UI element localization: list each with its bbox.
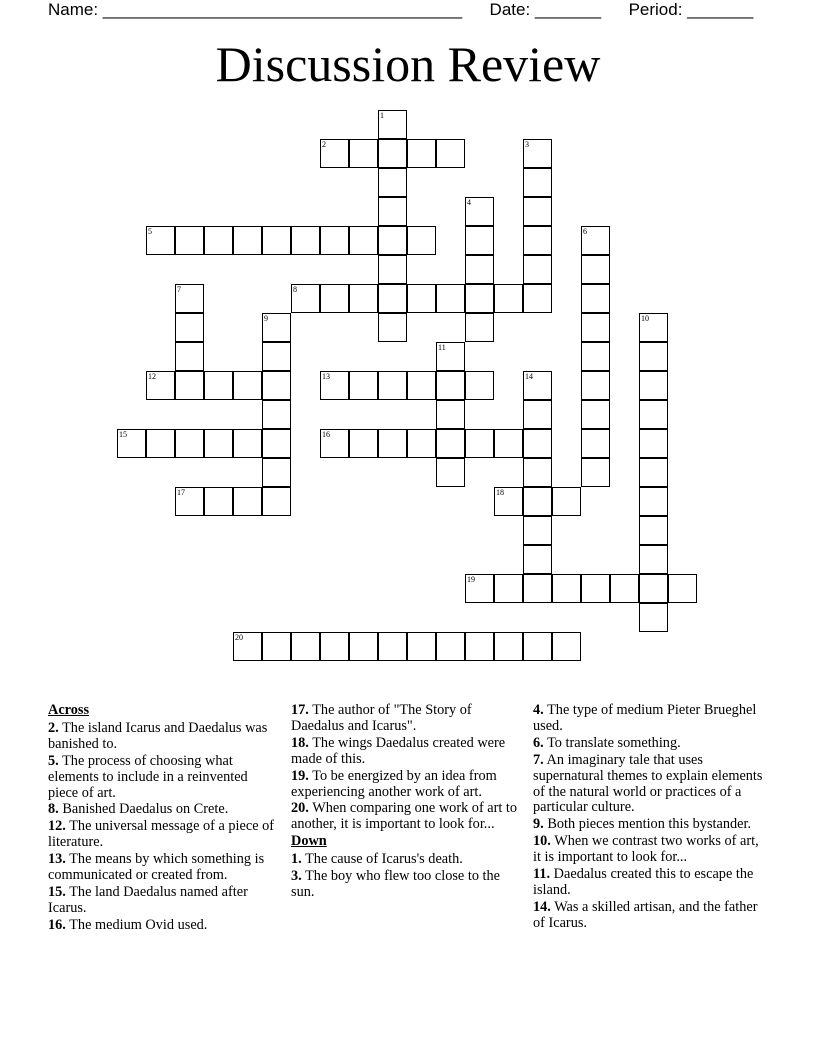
grid-cell[interactable] — [378, 255, 407, 284]
clue-number: 1. — [291, 851, 302, 868]
grid-cell[interactable] — [639, 342, 668, 371]
grid-cell[interactable] — [523, 226, 552, 255]
clue-item — [533, 900, 763, 932]
grid-cell[interactable] — [378, 632, 407, 661]
grid-cell[interactable] — [320, 226, 349, 255]
down-clue-list — [291, 852, 523, 901]
grid-cell[interactable] — [204, 371, 233, 400]
grid-cell[interactable] — [494, 429, 523, 458]
grid-cell[interactable] — [378, 284, 407, 313]
clue-text: The wings Daedalus created were made of this. — [291, 734, 506, 767]
grid-cell[interactable] — [378, 168, 407, 197]
grid-cell[interactable] — [436, 139, 465, 168]
grid-cell[interactable] — [262, 632, 291, 661]
clue-text: To be energized by an idea from experiencing another work of art. — [291, 767, 497, 800]
grid-cell[interactable] — [581, 458, 610, 487]
clue-text: An imaginary tale that uses supernatural themes to explain elements of the natural world or practices of a particular culture. — [533, 751, 763, 816]
clue-number: 5. — [48, 752, 59, 769]
clue-number: 5 — [148, 227, 152, 236]
grid-cell[interactable] — [465, 632, 494, 661]
grid-cell-2[interactable] — [320, 139, 349, 168]
grid-cell[interactable] — [523, 429, 552, 458]
grid-cell[interactable] — [262, 487, 291, 516]
grid-cell[interactable] — [407, 429, 436, 458]
clue-item — [291, 769, 523, 801]
grid-cell[interactable] — [639, 487, 668, 516]
grid-cell[interactable] — [233, 226, 262, 255]
grid-cell[interactable] — [465, 284, 494, 313]
grid-cell[interactable] — [407, 226, 436, 255]
clue-item — [291, 801, 523, 833]
clue-number: 16 — [322, 430, 330, 439]
clues-column-1 — [48, 703, 278, 935]
grid-cell[interactable] — [465, 226, 494, 255]
grid-cell[interactable] — [320, 632, 349, 661]
grid-cell[interactable] — [262, 342, 291, 371]
grid-cell[interactable] — [349, 371, 378, 400]
clue-number: 3. — [291, 868, 302, 885]
clue-text: Banished Daedalus on Crete. — [62, 801, 229, 818]
grid-cell[interactable] — [639, 400, 668, 429]
grid-cell[interactable] — [552, 487, 581, 516]
clue-item — [291, 736, 523, 768]
grid-cell[interactable] — [523, 545, 552, 574]
grid-cell[interactable] — [378, 197, 407, 226]
clue-number: 9. — [533, 816, 544, 833]
clue-item — [48, 721, 278, 753]
grid-cell-7[interactable] — [175, 284, 204, 313]
grid-cell[interactable] — [610, 574, 639, 603]
grid-cell-4[interactable] — [465, 197, 494, 226]
clue-number: 13 — [322, 372, 330, 381]
grid-cell[interactable] — [349, 226, 378, 255]
grid-cell[interactable] — [262, 400, 291, 429]
clue-number: 16. — [48, 916, 66, 933]
grid-cell[interactable] — [262, 429, 291, 458]
clues-column-3 — [533, 703, 763, 933]
clue-item — [48, 754, 278, 802]
clue-item — [533, 817, 763, 833]
grid-cell[interactable] — [523, 197, 552, 226]
clue-number: 15 — [119, 430, 127, 439]
clue-number: 12 — [148, 372, 156, 381]
grid-cell[interactable] — [436, 632, 465, 661]
clue-number: 8. — [48, 801, 59, 818]
clue-number: 17 — [177, 488, 185, 497]
grid-cell[interactable] — [436, 284, 465, 313]
clue-number: 18 — [496, 488, 504, 497]
clues-column-2 — [291, 703, 523, 902]
grid-cell-15[interactable] — [117, 429, 146, 458]
grid-cell[interactable] — [523, 168, 552, 197]
clue-number: 8 — [293, 285, 297, 294]
clue-number: 15. — [48, 883, 66, 900]
across-clue-list-continued — [291, 703, 523, 833]
grid-cell[interactable] — [262, 226, 291, 255]
clue-number: 4. — [533, 702, 544, 718]
period-field[interactable]: Period: _______ — [628, 0, 754, 19]
grid-cell[interactable] — [262, 458, 291, 487]
grid-cell-8[interactable] — [291, 284, 320, 313]
clue-number: 10 — [641, 314, 649, 323]
clue-item — [291, 703, 523, 735]
clue-text: Daedalus created this to escape the island. — [533, 866, 754, 898]
grid-cell[interactable] — [465, 255, 494, 284]
clue-item — [533, 736, 763, 752]
grid-cell[interactable] — [581, 255, 610, 284]
grid-cell[interactable] — [175, 313, 204, 342]
clue-item — [48, 802, 278, 818]
clue-number: 11. — [533, 866, 551, 883]
grid-cell[interactable] — [581, 371, 610, 400]
grid-cell[interactable] — [494, 284, 523, 313]
page-title: Discussion Review — [215, 36, 601, 92]
grid-cell[interactable] — [407, 371, 436, 400]
grid-cell[interactable] — [639, 371, 668, 400]
clue-item — [533, 753, 763, 817]
clue-item — [48, 885, 278, 917]
grid-cell[interactable] — [233, 371, 262, 400]
grid-cell[interactable] — [204, 487, 233, 516]
grid-cell[interactable] — [436, 458, 465, 487]
grid-cell[interactable] — [639, 516, 668, 545]
grid-cell[interactable] — [378, 139, 407, 168]
clue-number: 14 — [525, 372, 533, 381]
grid-cell[interactable] — [581, 574, 610, 603]
clue-number: 19. — [291, 767, 309, 784]
across-heading: Across — [48, 702, 90, 718]
grid-cell[interactable] — [465, 429, 494, 458]
grid-cell-6[interactable] — [581, 226, 610, 255]
clue-item — [291, 852, 523, 868]
grid-cell[interactable] — [378, 429, 407, 458]
grid-cell[interactable] — [639, 429, 668, 458]
grid-cell[interactable] — [146, 429, 175, 458]
grid-cell[interactable] — [581, 429, 610, 458]
clue-number: 14. — [533, 898, 551, 915]
grid-cell[interactable] — [349, 139, 378, 168]
clue-text: The island Icarus and Daedalus was banished to. — [48, 719, 268, 752]
clue-number: 13. — [48, 851, 66, 868]
clue-number: 2 — [322, 140, 326, 149]
clue-number: 2. — [48, 719, 59, 736]
clue-number: 17. — [291, 702, 309, 718]
grid-cell-5[interactable] — [146, 226, 175, 255]
name-field[interactable]: Name: ______________________________________ — [48, 0, 463, 19]
clue-text: The universal message of a piece of literature. — [48, 818, 275, 851]
grid-cell[interactable] — [233, 429, 262, 458]
clue-text: The process of choosing what elements to include in a reinvented piece of art. — [48, 752, 248, 801]
grid-cell[interactable] — [291, 632, 320, 661]
clue-text: The boy who flew too close to the sun. — [291, 868, 501, 900]
grid-cell[interactable] — [349, 632, 378, 661]
clue-number: 20. — [291, 800, 309, 817]
clue-item — [48, 819, 278, 851]
grid-cell[interactable] — [175, 226, 204, 255]
grid-cell[interactable] — [523, 458, 552, 487]
grid-cell-1[interactable] — [378, 110, 407, 139]
grid-cell-16[interactable] — [320, 429, 349, 458]
grid-cell[interactable] — [175, 342, 204, 371]
grid-cell-14[interactable] — [523, 371, 552, 400]
grid-cell[interactable] — [175, 429, 204, 458]
grid-cell[interactable] — [262, 371, 291, 400]
down-heading: Down — [291, 833, 327, 850]
clue-text: Was a skilled artisan, and the father of Icarus. — [533, 898, 758, 931]
grid-cell[interactable] — [523, 516, 552, 545]
grid-cell[interactable] — [552, 632, 581, 661]
grid-cell[interactable] — [349, 429, 378, 458]
grid-cell[interactable] — [523, 255, 552, 284]
clue-item — [533, 834, 763, 866]
grid-cell[interactable] — [436, 371, 465, 400]
grid-cell[interactable] — [204, 226, 233, 255]
across-clue-list — [48, 721, 278, 934]
grid-cell[interactable] — [523, 574, 552, 603]
grid-cell[interactable] — [581, 342, 610, 371]
grid-cell[interactable] — [639, 545, 668, 574]
clue-item — [533, 703, 763, 735]
grid-cell[interactable] — [378, 371, 407, 400]
grid-cell[interactable] — [349, 284, 378, 313]
grid-cell[interactable] — [523, 284, 552, 313]
clue-item — [533, 867, 763, 899]
grid-cell[interactable] — [436, 429, 465, 458]
clue-text: Both pieces mention this bystander. — [547, 816, 752, 833]
grid-cell-17[interactable] — [175, 487, 204, 516]
clue-number: 11 — [438, 343, 446, 352]
grid-cell-12[interactable] — [146, 371, 175, 400]
grid-cell[interactable] — [552, 574, 581, 603]
clue-number: 1 — [380, 111, 384, 120]
grid-cell[interactable] — [204, 429, 233, 458]
grid-cell[interactable] — [407, 139, 436, 168]
grid-cell[interactable] — [378, 313, 407, 342]
clue-number: 12. — [48, 818, 66, 835]
clue-text: The type of medium Pieter Brueghel used. — [533, 702, 757, 734]
clue-item — [48, 852, 278, 884]
clue-number: 20 — [235, 633, 243, 642]
clue-number: 10. — [533, 833, 551, 850]
clue-number: 9 — [264, 314, 268, 323]
grid-cell-18[interactable] — [494, 487, 523, 516]
grid-cell[interactable] — [523, 400, 552, 429]
grid-cell[interactable] — [494, 574, 523, 603]
grid-cell[interactable] — [639, 458, 668, 487]
clue-text: The land Daedalus named after Icarus. — [48, 883, 248, 916]
clue-number: 19 — [467, 575, 475, 584]
grid-cell-19[interactable] — [465, 574, 494, 603]
clue-number: 3 — [525, 140, 529, 149]
clue-text: The medium Ovid used. — [69, 916, 208, 933]
grid-cell[interactable] — [639, 603, 668, 632]
clue-text: The means by which something is communicated or created from. — [48, 851, 265, 884]
grid-cell[interactable] — [378, 226, 407, 255]
grid-cell-3[interactable] — [523, 139, 552, 168]
clue-number: 7. — [533, 751, 544, 768]
clue-number: 6. — [533, 734, 544, 751]
grid-cell[interactable] — [465, 371, 494, 400]
clue-number: 7 — [177, 285, 181, 294]
grid-cell[interactable] — [581, 400, 610, 429]
clue-number: 18. — [291, 734, 309, 751]
clue-item — [291, 869, 523, 901]
grid-cell-13[interactable] — [320, 371, 349, 400]
grid-cell-10[interactable] — [639, 313, 668, 342]
clue-text: When comparing one work of art to another, it is important to look for... — [291, 800, 518, 833]
grid-cell[interactable] — [494, 632, 523, 661]
clue-text: The cause of Icarus's death. — [305, 851, 463, 868]
clue-number: 4 — [467, 198, 471, 207]
clue-number: 6 — [583, 227, 587, 236]
grid-cell[interactable] — [581, 313, 610, 342]
grid-cell[interactable] — [175, 371, 204, 400]
grid-cell-20[interactable] — [233, 632, 262, 661]
clue-item — [48, 918, 278, 934]
grid-cell-11[interactable] — [436, 342, 465, 371]
grid-cell[interactable] — [465, 313, 494, 342]
down-clue-list-continued — [533, 703, 763, 932]
grid-cell[interactable] — [581, 284, 610, 313]
date-field[interactable]: Date: _______ — [489, 0, 602, 19]
grid-cell[interactable] — [291, 226, 320, 255]
grid-cell[interactable] — [523, 487, 552, 516]
grid-cell[interactable] — [320, 284, 349, 313]
grid-cell[interactable] — [436, 400, 465, 429]
grid-cell[interactable] — [668, 574, 697, 603]
grid-cell[interactable] — [639, 574, 668, 603]
grid-cell[interactable] — [407, 632, 436, 661]
clue-text: The author of "The Story of Daedalus and Icarus". — [291, 702, 472, 734]
grid-cell[interactable] — [233, 487, 262, 516]
grid-cell[interactable] — [523, 632, 552, 661]
grid-cell[interactable] — [407, 284, 436, 313]
clue-text: To translate something. — [547, 734, 681, 751]
clue-text: When we contrast two works of art, it is important to look for... — [533, 833, 759, 866]
grid-cell-9[interactable] — [262, 313, 291, 342]
